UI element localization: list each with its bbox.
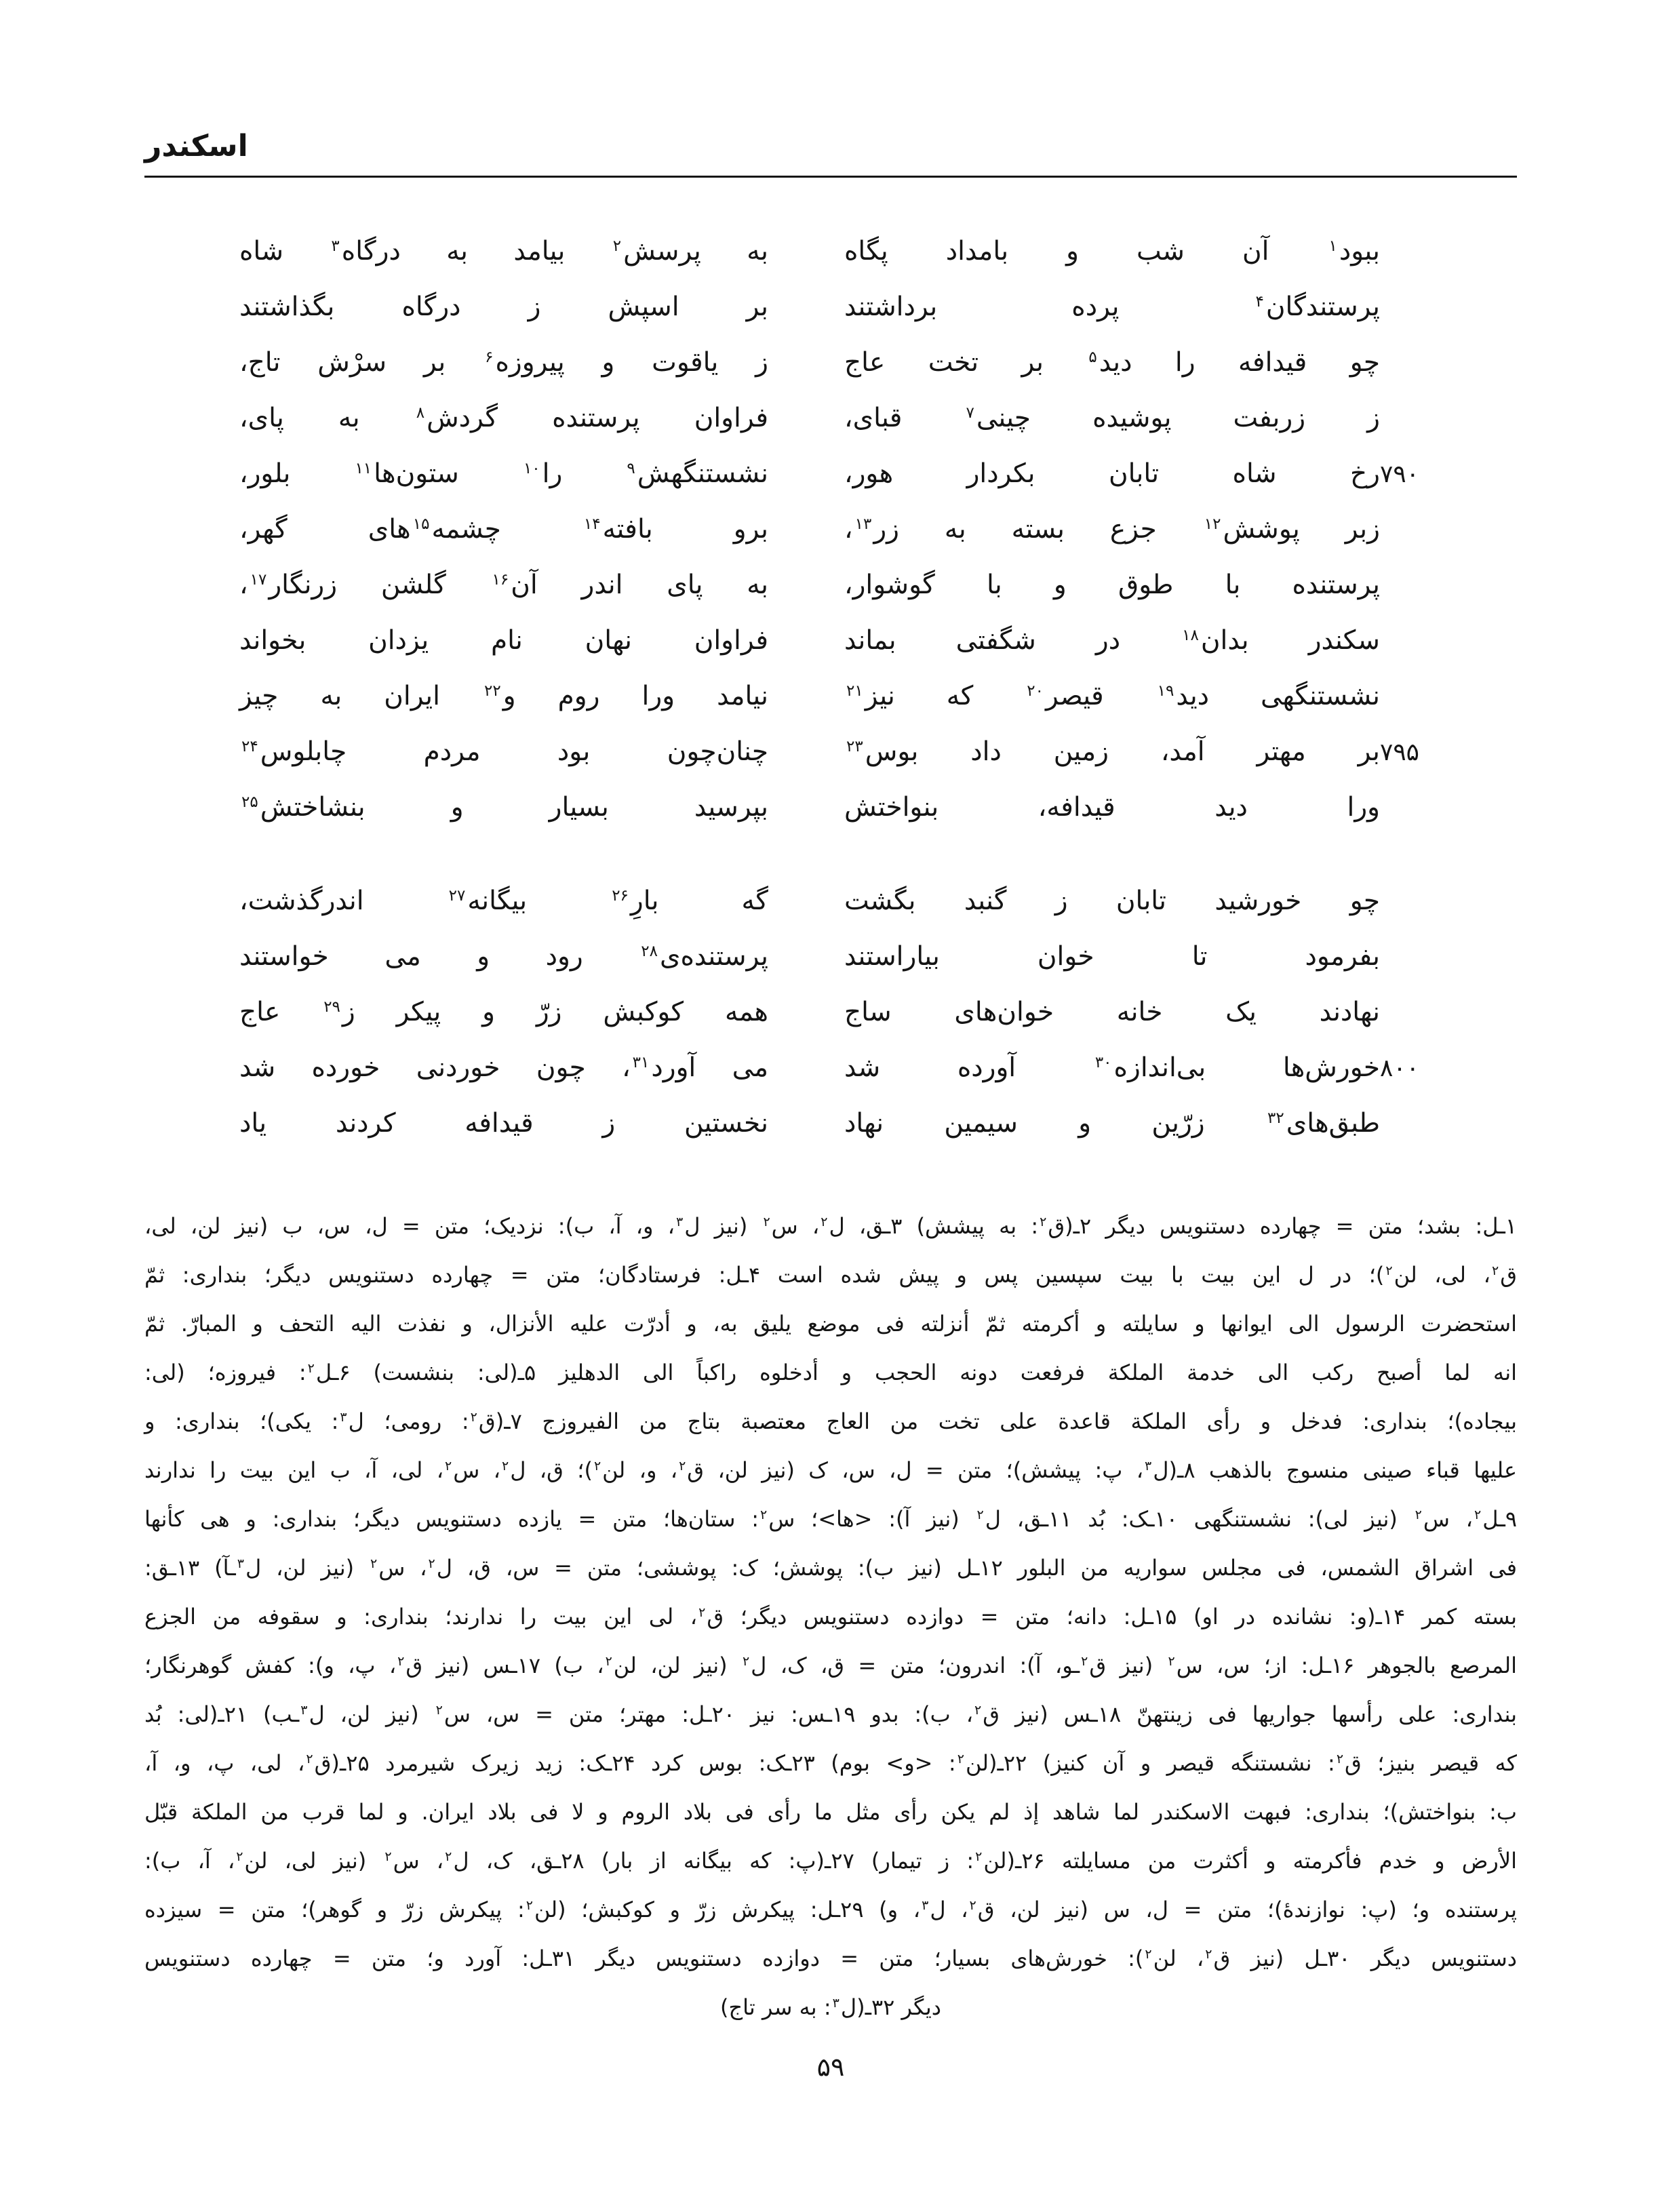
couplet xyxy=(239,882,1451,937)
footnotes xyxy=(144,1202,1517,2032)
verse-number: ۷۹۵ xyxy=(1380,738,1420,766)
hemistich-left: ز یاقوت و پیروزه$^۶$ بر سرْش تاج، xyxy=(239,347,768,378)
hemistich-left: فراوان پرستنده گردش$^۸$ به پای، xyxy=(239,402,768,433)
footnote-line: بسته کمر ۱۴ـ(و: نشانده در او) ۱۵ـل: دانه؛ متن = دوازده دستنویس دیگر؛ ق$^۲$، لی این بیت را ندارند؛ بنداری: و سقوفه من الجزع xyxy=(144,1603,1518,1630)
couplet xyxy=(239,566,1451,621)
footnote-line: استحضرت الرسول الی ایوانها و سایلته و أکرمته ثمّ أنزلته فی موضع یلیق به، و أدرّت علیه الأنزال، و نفذت الیه التحف و المبارّ. ثمّ xyxy=(144,1310,1517,1337)
couplet xyxy=(239,1048,1451,1104)
hemistich-left: فراوان نهان نام یزدان بخواند xyxy=(239,625,768,656)
footnote-line: ق$^۲$، لی، لن$^۲$)؛ در ل این بیت با بیت سپسین پس و پیش شده است ۴ـل: فرستادگان؛ متن = چهارده دستنویس دیگر؛ بنداری: ثمّ xyxy=(144,1261,1518,1288)
stanza xyxy=(239,232,1451,844)
hemistich-left: نشستنگهش$^۹$ را$^{۱۰}$ ستون‌ها$^{۱۱}$ بلور، xyxy=(239,458,768,489)
hemistich-right: نهادند یک خانه خوان‌های ساج xyxy=(844,996,1380,1027)
footnote-line: المرصع بالجوهر ۱۶ـل: از؛ س، س$^۲$ (نیز ق$^۲$ـو، آ): اندرون؛ متن = ق، ک، ل$^۲$ (نیز لن، لن$^۲$، ب) ۱۷ـس (نیز ق$^۲$، پ، و): کفش گوهرنگار؛ xyxy=(144,1652,1518,1678)
hemistich-left: می آورد$^{۳۱}$، چون خوردنی خورده شد xyxy=(239,1052,768,1083)
footnote-line: بیجاده)؛ بنداری: فدخل و رأی الملکة قاعدة علی تخت من العاج معتصبة بتاج من الفیروزج ۷ـ(ق$^۲$: رومی؛ ل$^۳$: یکی)؛ بنداری: و xyxy=(144,1408,1518,1434)
footnote-line: ۱ـل: بشد؛ متن = چهارده دستنویس دیگر ۲ـ(ق$^۲$: به پیشش) ۳ـق، ل$^۲$، س$^۲$ (نیز ل$^۳$، و، آ، ب): نزدیک؛ متن = ل، س، ب (نیز لن، لی، xyxy=(144,1212,1518,1239)
couplet xyxy=(239,677,1451,732)
couplet xyxy=(239,343,1451,399)
couplet xyxy=(239,510,1451,566)
running-head-title: اسکندر xyxy=(144,129,248,163)
hemistich-right: چو خورشید تابان ز گنبد بگشت xyxy=(844,885,1380,916)
page-number: ۵۹ xyxy=(816,2052,845,2082)
hemistich-left: نخستین ز قیدافه کردند یاد xyxy=(239,1107,768,1139)
hemistich-right: چو قیدافه را دید$^۵$ بر تخت عاج xyxy=(844,347,1380,378)
footnote-line: پرستنده و؛ (پ: نوازندهٔ)؛ متن = ل، س (نیز لن، ق$^۲$، ل$^۳$، و) ۲۹ـل: پیکرش زرّ و کوکبش؛ (لن$^۲$: پیکرش زرّ و گوهر)؛ متن = سیزده xyxy=(144,1896,1518,1922)
footnote-line: ۹ـل$^۲$، س$^۲$ (نیز لی): نشستنگهی ۱۰ـک: بُد ۱۱ـق، ل$^۲$ (نیز آ): <ها>؛ س$^۲$: ستان‌ها؛ متن = یازده دستنویس دیگر؛ بنداری: و هی کأنها xyxy=(144,1505,1518,1532)
hemistich-right: زبر پوشش$^{۱۲}$ جزع بسته به زر$^{۱۳}$، xyxy=(844,513,1380,545)
hemistich-right: بر مهتر آمد، زمین داد بوس$^{۲۳}$ xyxy=(846,736,1380,767)
text-block xyxy=(144,0,1518,2082)
hemistich-right: ببود$^۱$ آن شب و بامداد پگاه xyxy=(844,235,1380,266)
footnote-line: انه لما أصبح رکب الی خدمة الملکة فرفعت دونه الحجب و أدخلوه راکباً الی الدهلیز ۵ـ(لی: بنشست) ۶ـل$^۲$: فیروزه؛ (لی: xyxy=(144,1359,1517,1385)
header-rule xyxy=(144,176,1517,178)
stanza xyxy=(239,882,1451,1160)
footnote-line: فی اشراق الشمس، فی مجلس سواریه من البلور ۱۲ـل (نیز ب): پوشش؛ ک: پوششی؛ متن = س، ق، ل$^۲$، س$^۲$ (نیز لن، ل$^۳$ـآ) ۱۳ـق: xyxy=(144,1554,1518,1581)
footnote-line: که قیصر بنیز؛ ق$^۲$: نشستنگه قیصر و آن کنیز) ۲۲ـ(لن$^۲$: <و> بوم) ۲۳ـک: بوس کرد ۲۴ـک: زید زیرک شیرمرد ۲۵ـ(ق$^۲$، لی، پ، و، آ، xyxy=(144,1750,1518,1776)
couplet xyxy=(239,454,1451,510)
hemistich-right: ورا دید قیدافه، بنواختش xyxy=(844,791,1380,823)
couplet xyxy=(239,1104,1451,1160)
hemistich-right: بفرمود تا خوان بیاراستند xyxy=(844,941,1380,972)
hemistich-right: ز زربفت پوشیده چینی$^۷$ قبای، xyxy=(844,402,1380,433)
hemistich-left: پرستنده‌ی$^{۲۸}$ رود و می خواستند xyxy=(239,941,768,972)
hemistich-left: نیامد ورا روم و$^{۲۲}$ ایران به چیز xyxy=(239,680,768,711)
couplet xyxy=(239,788,1451,844)
footnote-line: بنداری: علی رأسها جواریها فی زینتهنّ ۱۸ـس (نیز ق$^۲$، ب): بدو ۱۹ـس: نیز ۲۰ـل: مهتر؛ متن = س، س$^۲$ (نیز لن، ل$^۳$ـب) ۲۱ـ(لی: بُد xyxy=(144,1701,1518,1727)
hemistich-left: به پای اندر آن$^{۱۶}$ گلشن زرنگار$^{۱۷}$، xyxy=(239,569,768,600)
footnote-line: علیها قباء صینی منسوج بالذهب ۸ـ(ل$^۳$، پ: پیشش)؛ متن = ل، س، ک (نیز لن، ق$^۲$، و، لن$^۲$)؛ ق، ل$^۲$، س$^۲$، لی، آ، ب این بیت را ندارند xyxy=(144,1457,1518,1483)
couplet xyxy=(239,399,1451,454)
footnote-line: دیگر ۳۲ـ(ل$^۳$: به سر تاج) xyxy=(720,1994,941,2020)
couplet xyxy=(239,232,1451,288)
couplet xyxy=(239,288,1451,343)
poem xyxy=(239,232,1451,1160)
verse-number: ۸۰۰ xyxy=(1380,1054,1420,1082)
hemistich-left: برو بافته$^{۱۴}$ چشمه$^{۱۵}$های گهر، xyxy=(239,513,768,545)
hemistich-left: چنان‌چون بود مردم چابلوس$^{۲۴}$ xyxy=(241,736,768,767)
hemistich-right: پرستنده با طوق و با گوشوار، xyxy=(844,569,1380,600)
hemistich-right: سکندر بدان$^{۱۸}$ در شگفتی بماند xyxy=(844,625,1380,656)
couplet xyxy=(239,732,1451,788)
verse-number: ۷۹۰ xyxy=(1380,460,1420,488)
hemistich-right: نشستنگهی دید$^{۱۹}$ قیصر$^{۲۰}$ که نیز$^{۲۱}$ xyxy=(846,680,1380,711)
hemistich-right: طبق‌های$^{۳۲}$ زرّین و سیمین نهاد xyxy=(844,1107,1380,1139)
hemistich-right: پرستندگان$^۴$ پرده برداشتند xyxy=(844,291,1380,322)
couplet xyxy=(239,621,1451,677)
couplet xyxy=(239,993,1451,1048)
hemistich-right: رخ شاه تابان بکردار هور، xyxy=(844,458,1380,489)
hemistich-right: خورش‌ها بی‌اندازه$^{۳۰}$ آورده شد xyxy=(844,1052,1381,1083)
hemistich-left: به پرسش$^۲$ بیامد به درگاه$^۳$ شاه xyxy=(239,235,769,266)
couplet xyxy=(239,937,1451,993)
hemistich-left: بپرسید بسیار و بنشاختش$^{۲۵}$ xyxy=(241,791,768,823)
footnote-line: الأرض و خدم فأکرمته و أکثرت من مسایلته ۲۶ـ(لن$^۲$: ز تیمار) ۲۷ـ(پ: که بیگانه از بار) ۲۸ـق، ک، ل$^۲$، س$^۲$ (نیز لی، لن$^۲$، آ، ب): xyxy=(144,1847,1518,1874)
hemistich-left: همه کوکبش زرّ و پیکر ز$^{۲۹}$ عاج xyxy=(239,996,768,1027)
footnote-line: ب: بنواختش)؛ بنداری: فبهت الاسکندر لما شاهد إذ لم یکن رأی مثل ما رأی فی بلاد الروم و لا فی بلاد ایران. و لما قرب من الملکة قبّل xyxy=(144,1798,1517,1825)
hemistich-left: گه بارِ$^{۲۶}$ بیگانه$^{۲۷}$ اندرگذشت، xyxy=(239,885,768,916)
hemistich-left: بر اسپش ز درگاه بگذاشتند xyxy=(239,291,768,322)
footnote-line: دستنویس دیگر ۳۰ـل (نیز ق$^۲$، لن$^۲$): خورش‌های بسیار؛ متن = دوازده دستنویس دیگر ۳۱ـل: آورد و؛ متن = چهارده دستنویس xyxy=(144,1945,1518,1971)
